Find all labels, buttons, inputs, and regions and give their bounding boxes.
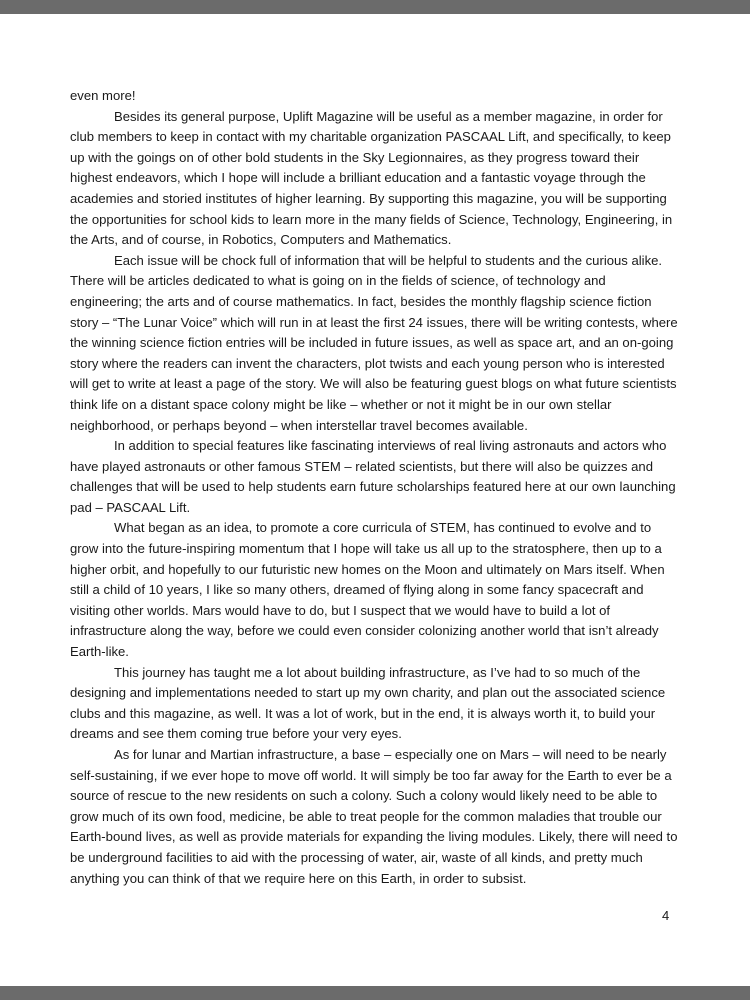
page-body bbox=[70, 86, 680, 889]
paragraph-martian-infrastructure: As for lunar and Martian infrastructure, a base – especially one on Mars – will need to be nearly self-sustaining, if we ever hope to move off world. It will simply be too far away for the Earth to ever be a source of rescue to the new residents on such a colony. Such a colony would likely need to be able to grow much of its own food, medicine, be able to treat people for the common maladies that trouble our Earth-bound lives, as well as provide materials for expanding the living modules. Likely, there will need to be underground facilities to aid with the processing of water, air, waste of all kinds, and pretty much anything you can think of that we require here on this Earth, in order to subsist. bbox=[70, 747, 678, 886]
paragraph-stem-origin: What began as an idea, to promote a core curricula of STEM, has continued to evolve and to grow into the future-inspiring momentum that I hope will take us all up to the stratosphere, then up to a higher orbit, and hopefully to our futuristic new homes on the Moon and ultimately on Mars itself. When still a child of 10 years, I like so many others, dreamed of flying along in some fancy spacecraft and visiting other worlds. Mars would have to do, but I suspect that we would have to build a lot of infrastructure along the way, before we could even consider colonizing another world that isn’t already Earth-like. bbox=[70, 520, 665, 660]
document-page bbox=[0, 14, 750, 986]
paragraph-issue-contents: Each issue will be chock full of information that will be helpful to students and the curious alike. There will be articles dedicated to what is going on in the fields of science, of technology and engineering; the arts and of course mathematics. In fact, besides the monthly flagship science fiction story – “The Lunar Voice” which will run in at least the first 24 issues, there will be writing contests, where the winning science fiction entries will be included in future issues, as well as space art, and an on-going story where the readers can invent the characters, plot twists and each young person who is interested will get to write at least a page of the story. We will also be featuring guest blogs on what future scientists think life on a distant space colony might be like – whether or not it might be in our own stellar neighborhood, or perhaps beyond – when interstellar travel becomes available. bbox=[70, 252, 678, 433]
page-number: 4 bbox=[662, 908, 670, 923]
paragraph-magazine-purpose: Besides its general purpose, Uplift Magazine will be useful as a member magazine, in order for club members to keep in contact with my charitable organization PASCAAL Lift, and specifically, to keep up with the goings on of other bold students in the Sky Legionnaires, as they progress toward their highest endeavors, which I hope will include a brilliant education and a fantastic voyage through the academies and storied institutes of higher learning. By supporting this magazine, you will be supporting the opportunities for school kids to learn more in the many fields of Science, Technology, Engineering, in the Arts, and of course, in Robotics, Computers and Mathematics. bbox=[70, 108, 673, 248]
paragraph-infrastructure-journey: This journey has taught me a lot about building infrastructure, as I’ve had to so much of the designing and implementations needed to start up my own charity, and plan out the associated science clubs and this magazine, as well. It was a lot of work, but in the end, it is always worth it, to build your dreams and see them coming true before your very eyes. bbox=[70, 664, 666, 742]
paragraph-special-features: In addition to special features like fascinating interviews of real living astronauts and actors who have played astronauts or other famous STEM – related scientists, but there will also be quizzes and challenges that will be used to help students earn future scholarships featured here at our own launching pad – PASCAAL Lift. bbox=[70, 438, 676, 515]
paragraph-continuation: even more! bbox=[70, 88, 136, 103]
